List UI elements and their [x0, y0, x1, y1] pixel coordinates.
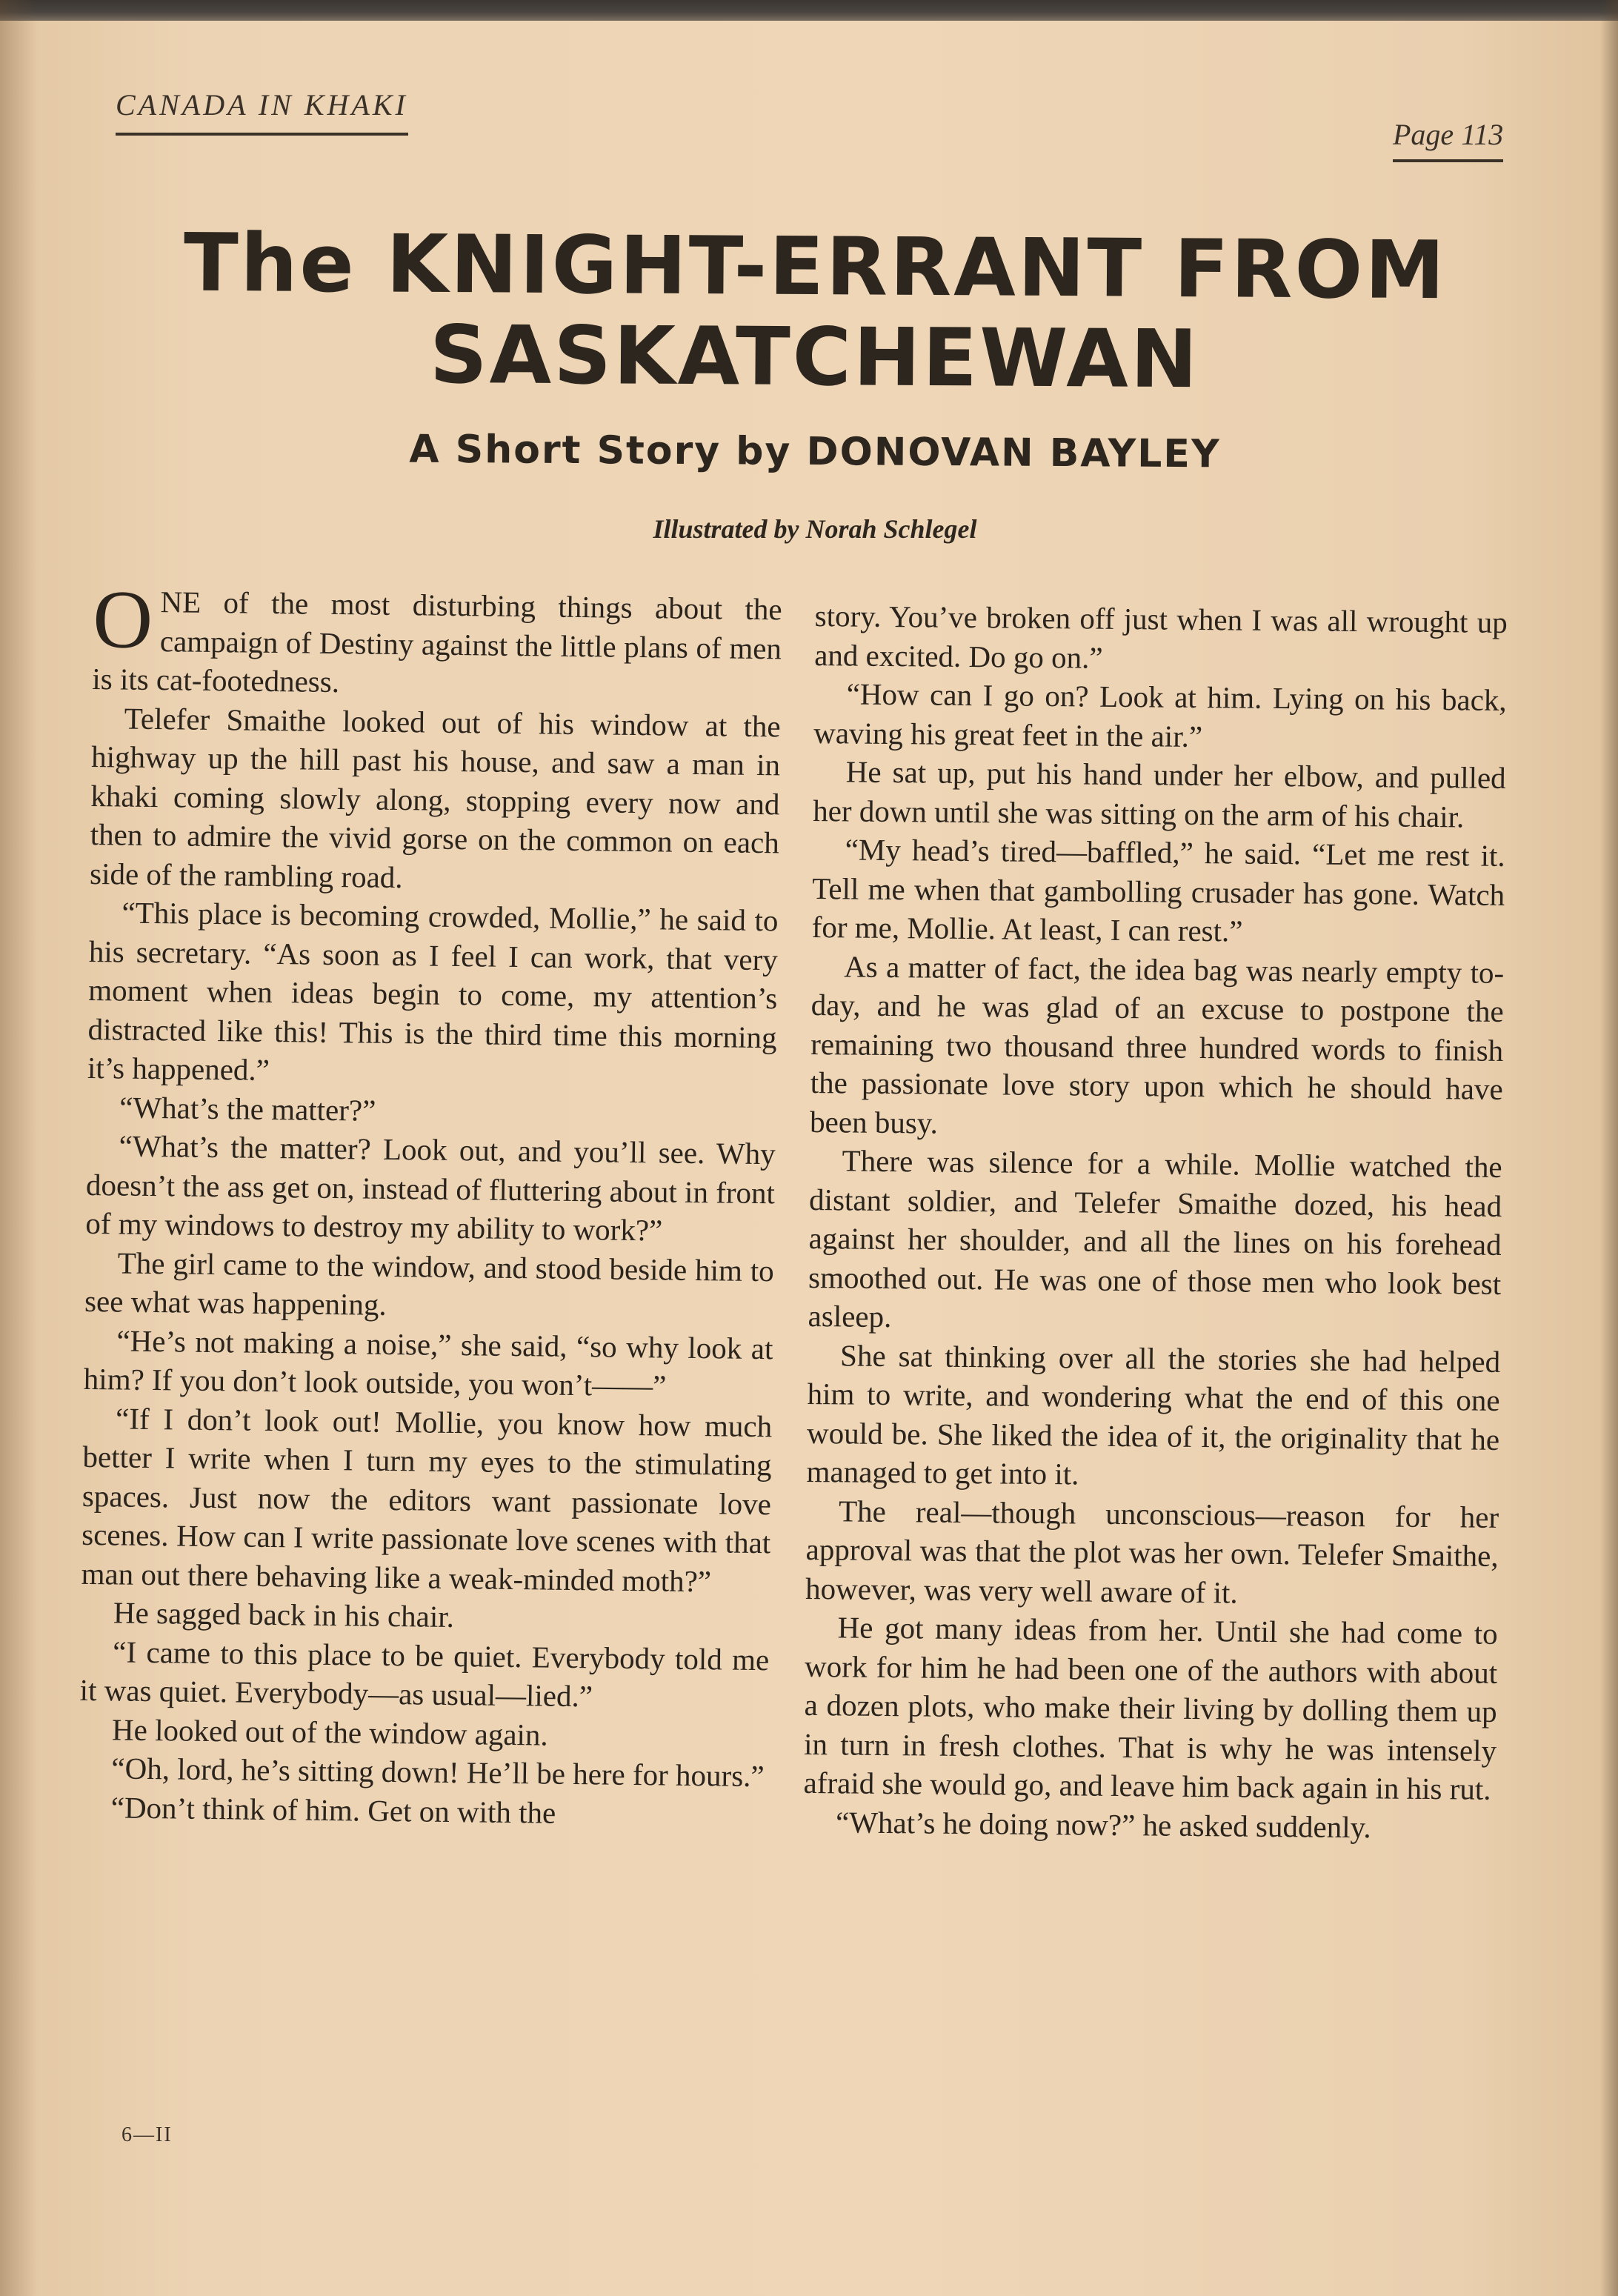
paragraph: He looked out of the window again. [111, 1711, 549, 1752]
paragraph: ONE of the most disturbing things about the campaign of Destiny against the little plans of men is its cat-footedness. [92, 573, 782, 699]
paragraph: “What’s the matter? Look out, and you’ll see. Why doesn’t the ass get on, instead of fluttering about in front of my windows to destroy my ability to work?” [85, 1128, 776, 1248]
paragraph: “Oh, lord, he’s sitting down! He’ll be here for hours.” [111, 1751, 765, 1794]
paragraph: “This place is becoming crowded, Mollie,” he said to his secretary. “As soon as I feel I can work, that very moment when ideas begin to come, my attention’s distracted like this! This is the third time this morning it’s happened.” [87, 895, 779, 1087]
paragraph: “How can I go on? Look at him. Lying on his back, waving his great feet in the air.” [813, 676, 1507, 753]
paragraph: She sat thinking over all the stories she had helped him to write, and wondering what the end of this one would be. She liked the idea of it, the originality that he managed to get into it. [806, 1337, 1501, 1491]
paragraph: The girl came to the window, and stood beside him to see what was happening. [84, 1245, 774, 1322]
running-head: CANADA IN KHAKI [116, 87, 408, 136]
paragraph: The real—though unconscious—reason for her approval was that the plot was her own. Telefer Smaithe, however, was very well aware of it. [805, 1493, 1499, 1610]
top-page-edge [0, 0, 1618, 21]
paragraph: There was silence for a while. Mollie watched the distant soldier, and Telefer Smaithe dozed, his head against her shoulder, and all the lines on his forehead smoothed out. He was one of those men who look best asleep. [808, 1143, 1502, 1334]
story-title-line-2: SASKATCHEWAN [429, 308, 1200, 407]
signature-mark: 6—II [121, 2123, 173, 2146]
paragraph: “Don’t think of him. Get on with the [110, 1789, 556, 1830]
paragraph: “What’s the matter?” [119, 1089, 376, 1128]
paragraph: As a matter of fact, the idea bag was nearly empty to-day, and he was glad of an excuse to postpone the remaining two thousand three hundred words to finish the passionate love story upon which he should have been busy. [809, 948, 1505, 1140]
page-number: Page 113 [1393, 117, 1503, 162]
paragraph: “I came to this place to be quiet. Everybody told me it was quiet. Everybody—as usual—lied.” [79, 1634, 770, 1714]
byline: A Short Story by DONOVAN BAYLEY [409, 427, 1221, 477]
drop-cap: O [92, 573, 154, 666]
right-page-edge [1600, 0, 1618, 2296]
story-title-line-1: The KNIGHT-ERRANT FROM [183, 216, 1448, 318]
paragraph: He sagged back in his chair. [113, 1595, 455, 1634]
paragraph: He sat up, put his hand under her elbow, and pulled her down until she was sitting on the arm of his chair. [813, 754, 1506, 833]
paragraph: “What’s he doing now?” he asked suddenly. [835, 1804, 1371, 1844]
paragraph: story. You’ve broken off just when I was all wrought up and excited. Do go on.” [814, 598, 1508, 675]
left-column [78, 573, 782, 1834]
paragraph: He got many ideas from her. Until she had come to work for him he had been one of the authors with about a dozen plots, who make their living by dolling them up in turn in fresh clothes. That is why he was intensely afraid she would go, and leave him back again in his rut. [803, 1610, 1498, 1806]
paragraph: “My head’s tired—baffled,” he said. “Let me rest it. Tell me when that gambolling crusader has gone. Watch for me, Mollie. At least, I can rest.” [811, 832, 1505, 948]
illustrator-credit: Illustrated by Norah Schlegel [653, 514, 977, 544]
story-title [73, 218, 1556, 407]
binding-shadow [0, 0, 37, 2296]
paragraph: “He’s not making a noise,” she said, “so why look at him? If you don’t look outside, you won’t——” [83, 1322, 773, 1403]
paragraph: “If I don’t look out! Mollie, you know how much better I write when I turn my eyes to the stimulating spaces. Just now the editors want passionate love scenes. How can I write passionate love scenes with that man out there behaving like a weak-minded moth?” [81, 1400, 773, 1598]
right-column [803, 596, 1508, 1848]
paragraph: Telefer Smaithe looked out of his window at the highway up the hill past his house, and saw a man in khaki coming slowly along, stopping every now and then to admire the vivid gorse on the common on each side of the rambling road. [89, 701, 781, 894]
